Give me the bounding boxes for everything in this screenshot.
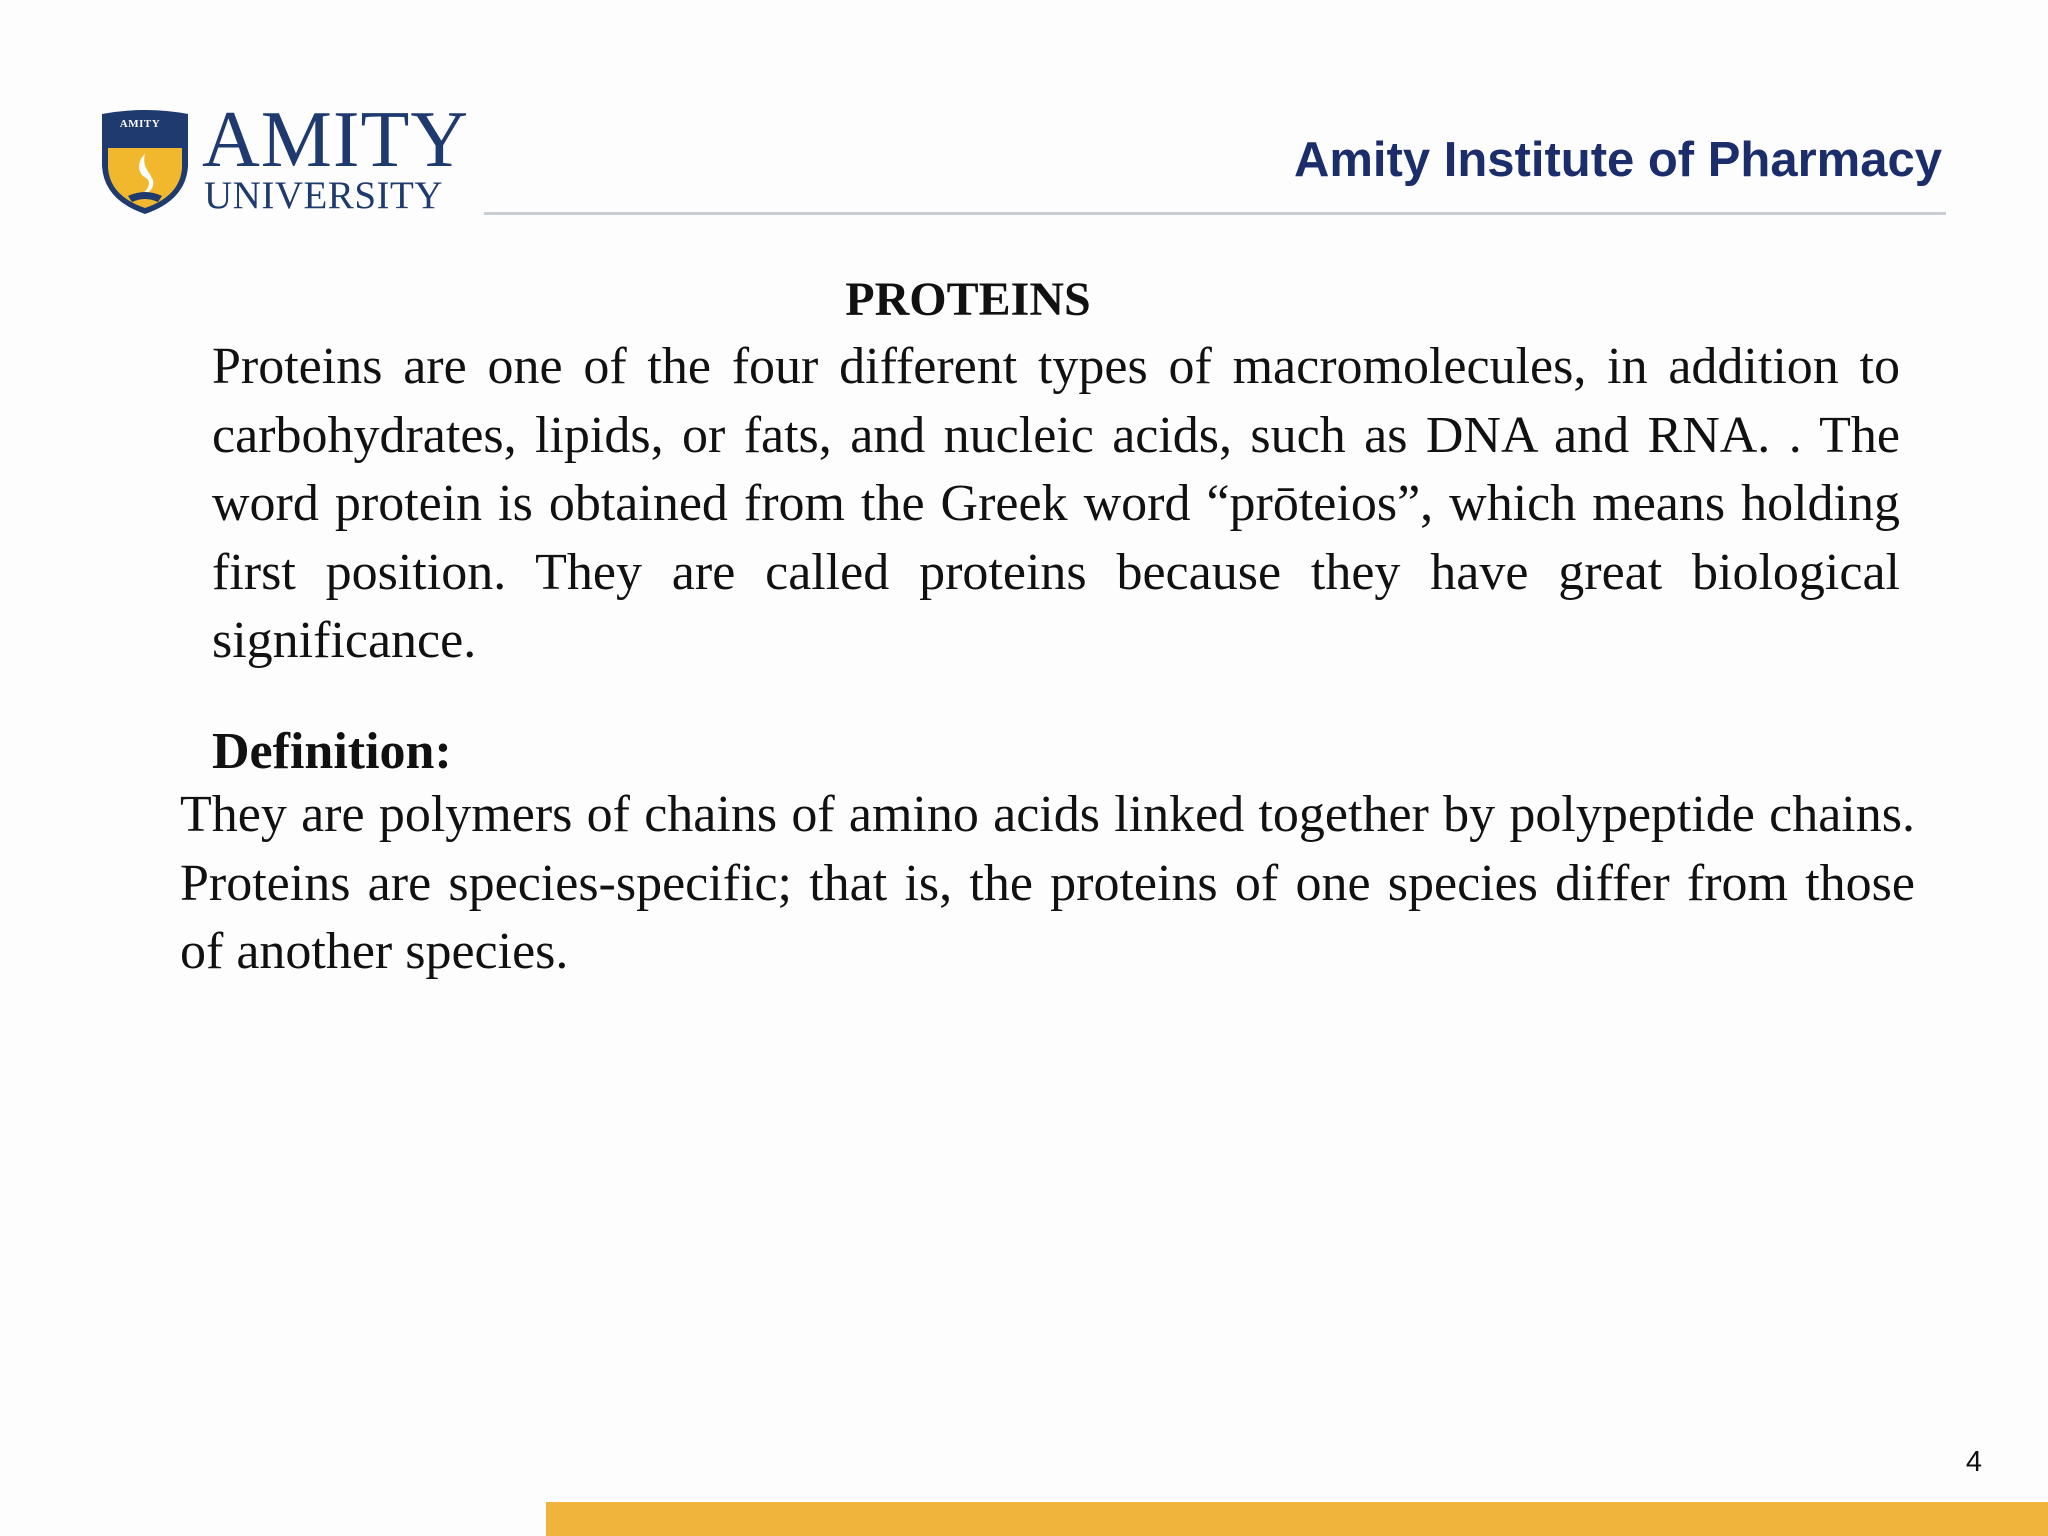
intro-paragraph: Proteins are one of the four different types of macromolecules, in addition to carbohydrates, lipids, or fats, and nucleic acids, such as DNA and RNA. . The word protein is obtained from the Greek word “prōteios”, which means holding first position. They are called proteins because they have great biological significance. <box>212 338 1900 669</box>
shield-logo-text: AMITY <box>119 118 161 130</box>
logo-subtitle: UNIVERSITY <box>204 174 443 217</box>
slide-title: PROTEINS <box>845 273 1091 326</box>
header-divider <box>484 212 1946 215</box>
logo-brand-name: AMITY <box>202 96 470 184</box>
page-number: 4 <box>1965 1446 1982 1478</box>
definition-paragraph: They are polymers of chains of amino acids linked together by polypeptide chains. Proteins are species-specific; that is, the proteins of one species differ from those of another species. <box>180 786 1915 980</box>
institute-name: Amity Institute of Pharmacy <box>1293 133 1942 187</box>
amity-university-logo <box>98 96 470 222</box>
definition-heading: Definition: <box>212 723 452 780</box>
footer-accent-bar <box>546 1502 2048 1536</box>
